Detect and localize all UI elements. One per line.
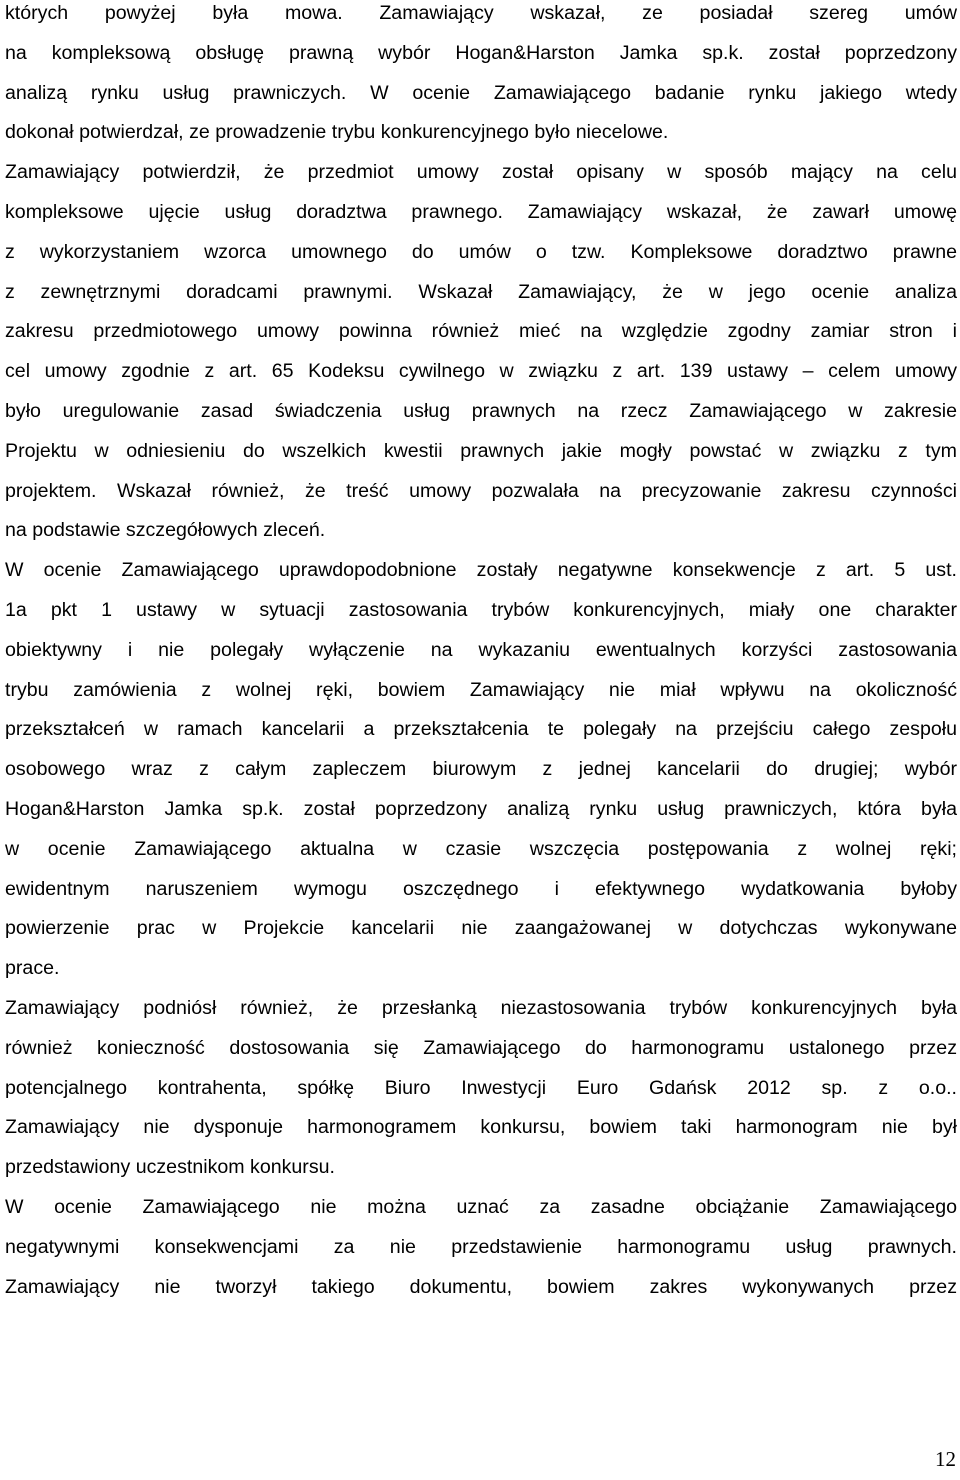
text-line: analizą rynku usług prawniczych. W ocenie Zamawiającego badanie rynku jakiego wtedy	[5, 81, 957, 104]
text-line: było uregulowanie zasad świadczenia usług prawnych na rzecz Zamawiającego w zakresie	[5, 399, 957, 422]
text-line: trybu zamówienia z wolnej ręki, bowiem Zamawiający nie miał wpływu na okoliczność	[5, 678, 957, 701]
text-line: zakresu przedmiotowego umowy powinna również mieć na względzie zgodny zamiar stron i	[5, 320, 957, 343]
text-line: prace.	[5, 957, 60, 980]
text-line: cel umowy zgodnie z art. 65 Kodeksu cywilnego w związku z art. 139 ustawy – celem umowy	[5, 360, 957, 383]
page-number: 12	[935, 1447, 956, 1471]
text-line: W ocenie Zamawiającego nie można uznać za zasadne obciążanie Zamawiającego	[5, 1195, 957, 1218]
text-line: również konieczność dostosowania się Zamawiającego do harmonogramu ustalonego przez	[5, 1036, 957, 1059]
text-line: negatywnymi konsekwencjami za nie przedstawienie harmonogramu usług prawnych.	[5, 1235, 957, 1258]
text-line: potencjalnego kontrahenta, spółkę Biuro Inwestycji Euro Gdańsk 2012 sp. z o.o..	[5, 1076, 957, 1099]
text-line: Zamawiający nie dysponuje harmonogramem konkursu, bowiem taki harmonogram nie był	[5, 1116, 957, 1139]
text-line: Zamawiający nie tworzył takiego dokumentu, bowiem zakres wykonywanych przez	[5, 1275, 957, 1298]
text-line: Zamawiający podniósł również, że przesłanką niezastosowania trybów konkurencyjnych była	[5, 996, 957, 1019]
text-line: Zamawiający potwierdził, że przedmiot umowy został opisany w sposób mający na celu	[5, 161, 957, 184]
text-line: na kompleksową obsługę prawną wybór Hogan&Harston Jamka sp.k. został poprzedzony	[5, 41, 957, 64]
text-line: w ocenie Zamawiającego aktualna w czasie wszczęcia postępowania z wolnej ręki;	[5, 837, 957, 860]
text-line: 1a pkt 1 ustawy w sytuacji zastosowania trybów konkurencyjnych, miały one charakter	[5, 598, 957, 621]
text-line: z wykorzystaniem wzorca umownego do umów o tzw. Kompleksowe doradztwo prawne	[5, 240, 957, 263]
text-line: przedstawiony uczestnikom konkursu.	[5, 1156, 335, 1179]
text-line: ewidentnym naruszeniem wymogu oszczędnego i efektywnego wydatkowania byłoby	[5, 877, 957, 900]
paragraph-4	[5, 1188, 957, 1307]
document-body	[5, 0, 957, 1307]
text-line: których powyżej była mowa. Zamawiający wskazał, ze posiadał szereg umów	[5, 2, 957, 24]
text-line: na podstawie szczegółowych zleceń.	[5, 519, 326, 542]
text-line: dokonał potwierdzał, ze prowadzenie trybu konkurencyjnego było niecelowe.	[5, 121, 669, 144]
text-line: kompleksowe ujęcie usług doradztwa prawnego. Zamawiający wskazał, że zawarł umowę	[5, 200, 957, 223]
text-line: projektem. Wskazał również, że treść umowy pozwalała na precyzowanie zakresu czynności	[5, 479, 957, 502]
text-line: przekształceń w ramach kancelarii a przekształcenia te polegały na przejściu całego zespołu	[5, 718, 957, 741]
paragraph-1	[5, 0, 957, 551]
text-line: Projektu w odniesieniu do wszelkich kwestii prawnych jakie mogły powstać w związku z tym	[5, 439, 957, 462]
text-line: Hogan&Harston Jamka sp.k. został poprzedzony analizą rynku usług prawniczych, która była	[5, 797, 957, 820]
text-line: obiektywny i nie polegały wyłączenie na wykazaniu ewentualnych korzyści zastosowania	[5, 638, 957, 661]
text-line: powierzenie prac w Projekcie kancelarii nie zaangażowanej w dotychczas wykonywane	[5, 917, 957, 940]
text-line: W ocenie Zamawiającego uprawdopodobnione zostały negatywne konsekwencje z art. 5 ust.	[5, 559, 957, 582]
paragraph-3	[5, 989, 957, 1188]
paragraph-2	[5, 551, 957, 989]
text-line: z zewnętrznymi doradcami prawnymi. Wskazał Zamawiający, że w jego ocenie analiza	[5, 280, 957, 303]
text-line: osobowego wraz z całym zapleczem biurowym z jednej kancelarii do drugiej; wybór	[5, 758, 957, 781]
